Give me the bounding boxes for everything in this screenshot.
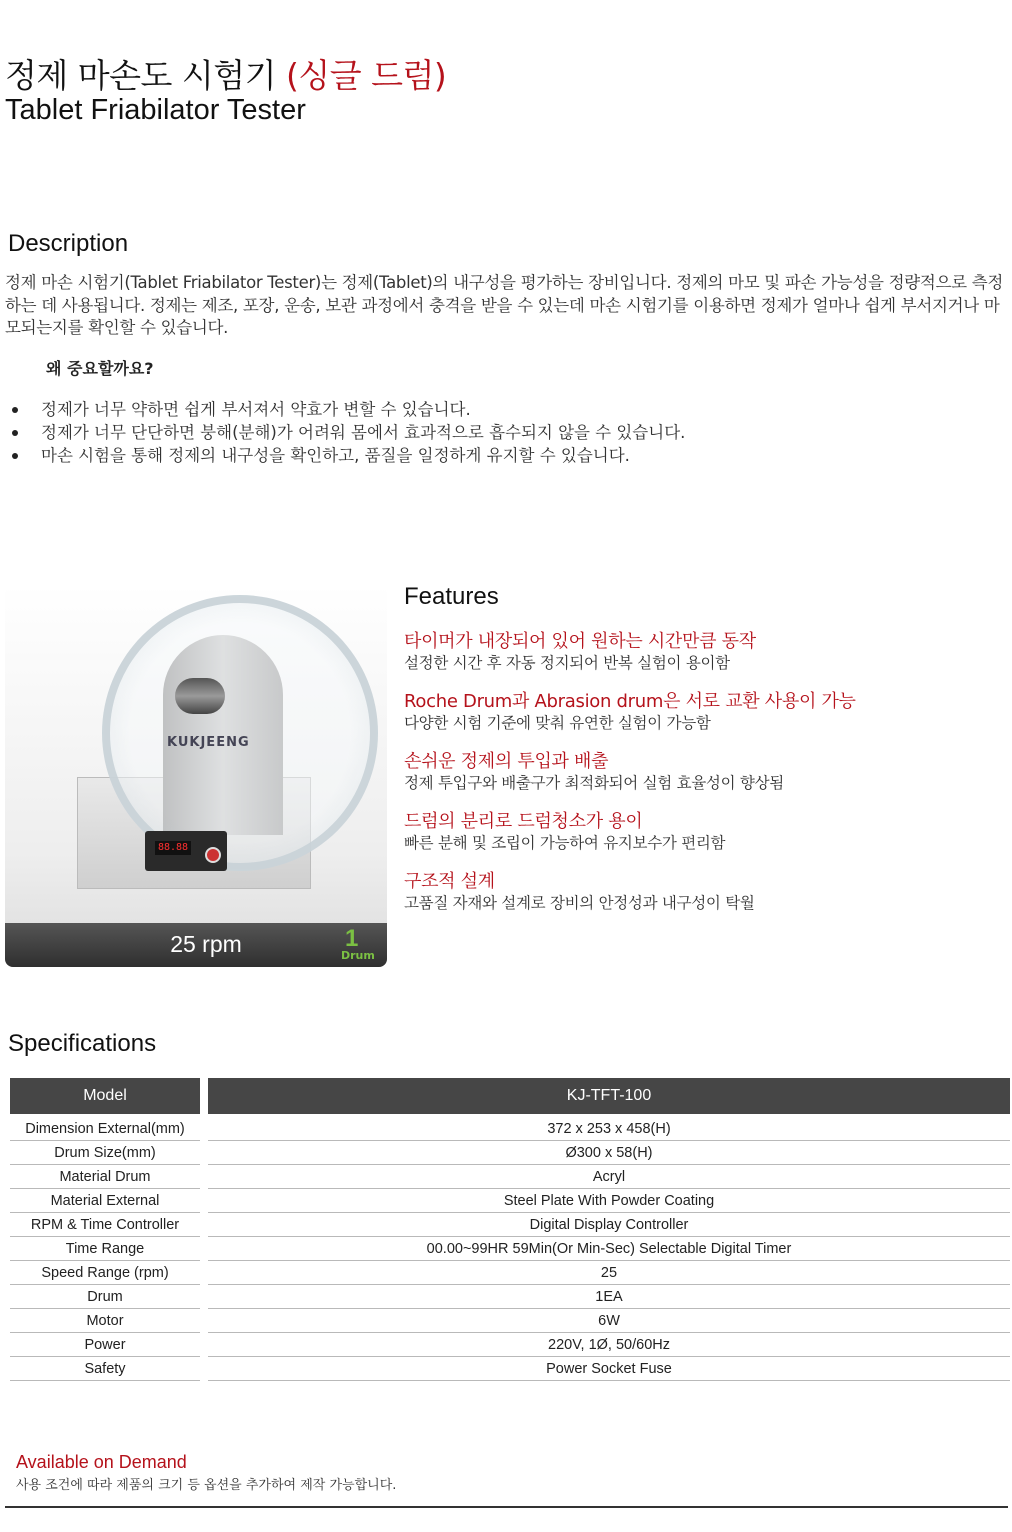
feature-title: 손쉬운 정제의 투입과 배출 [404,751,609,772]
importance-list [8,398,685,467]
drum-count-label: Drum [341,949,375,962]
drum-count: 1 [345,925,359,952]
list-item-text: 정제가 너무 단단하면 붕해(분해)가 어려워 몸에서 효과적으로 흡수되지 않을 수 있습니다. [41,423,686,442]
feature-title: 구조적 설계 [404,871,495,892]
spec-key: Material External [10,1189,200,1213]
page-title [5,50,446,97]
power-switch-icon [205,847,221,863]
table-row [10,1285,1010,1309]
spec-value: 25 [208,1261,1010,1285]
description-heading: Description [8,230,129,257]
speed-label: 25 rpm [170,931,242,957]
list-item [8,398,685,421]
features-heading: Features [404,583,499,610]
feature-title: 드럼의 분리로 드럼청소가 용이 [404,811,643,832]
feature-desc: 정제 투입구와 배출구가 최적화되어 실험 효율성이 향상됨 [404,774,784,792]
feature-item [404,870,1004,913]
spec-value: 220V, 1Ø, 50/60Hz [208,1333,1010,1357]
spec-key: Time Range [10,1237,200,1261]
table-row [10,1309,1010,1333]
why-heading: 왜 중요할까요? [46,359,154,378]
feature-title: Roche Drum과 Abrasion drum은 서로 교환 사용이 가능 [404,691,856,712]
table-row [10,1141,1010,1165]
table-row [10,1165,1010,1189]
product-image [5,585,387,967]
list-item [8,421,685,444]
table-header-row [10,1078,1010,1117]
spec-key: Dimension External(mm) [10,1117,200,1141]
table-row [10,1117,1010,1141]
spec-value: 372 x 253 x 458(H) [208,1117,1010,1141]
spec-key: Drum Size(mm) [10,1141,200,1165]
feature-desc: 설정한 시간 후 자동 정지되어 반복 실험이 용이함 [404,654,730,672]
spec-value: Ø300 x 58(H) [208,1141,1010,1165]
feature-item [404,690,1004,733]
table-row [10,1357,1010,1381]
spec-key: Speed Range (rpm) [10,1261,200,1285]
table-row [10,1333,1010,1357]
drum-hub [175,678,225,714]
table-row [10,1189,1010,1213]
feature-item [404,750,1004,793]
spec-value: 1EA [208,1285,1010,1309]
footer-divider [5,1506,1008,1508]
header-model-value: KJ-TFT-100 [208,1078,1010,1117]
feature-item [404,810,1004,853]
spec-value: 6W [208,1309,1010,1333]
feature-item [404,630,1004,673]
led-display: 88.88 [155,841,191,855]
spec-key: Safety [10,1357,200,1381]
features-list [404,630,1004,930]
spec-key: Power [10,1333,200,1357]
spec-value: Power Socket Fuse [208,1357,1010,1381]
header-model-label: Model [10,1078,200,1117]
list-item-text: 마손 시험을 통해 정제의 내구성을 확인하고, 품질을 일정하게 유지할 수 있습니다. [41,446,630,465]
feature-title: 타이머가 내장되어 있어 원하는 시간만큼 동작 [404,631,756,652]
spec-value: Steel Plate With Powder Coating [208,1189,1010,1213]
feature-desc: 빠른 분해 및 조립이 가능하여 유지보수가 편리함 [404,834,726,852]
spec-key: Drum [10,1285,200,1309]
brand-logo: KUKJEENG [167,735,250,750]
specifications-table [10,1078,1010,1381]
availability-title: Available on Demand [16,1452,187,1472]
table-row [10,1261,1010,1285]
spec-key: Material Drum [10,1165,200,1189]
bullet-icon [12,407,18,413]
spec-value: Acryl [208,1165,1010,1189]
spec-value: 00.00~99HR 59Min(Or Min-Sec) Selectable Digital Timer [208,1237,1010,1261]
spec-key: Motor [10,1309,200,1333]
spec-value: Digital Display Controller [208,1213,1010,1237]
availability-text: 사용 조건에 따라 제품의 크기 등 옵션을 추가하여 제작 가능합니다. [16,1478,397,1493]
title-korean: 정제 마손도 시험기 [5,56,277,95]
drum-illustration [102,595,378,871]
list-item-text: 정제가 너무 약하면 쉽게 부서져서 약효가 변할 수 있습니다. [41,400,471,419]
feature-desc: 다양한 시험 기준에 맞춰 유연한 실험이 가능함 [404,714,711,732]
table-row [10,1213,1010,1237]
bullet-icon [12,453,18,459]
spec-key: RPM & Time Controller [10,1213,200,1237]
feature-desc: 고품질 자재와 설계로 장비의 안정성과 내구성이 탁월 [404,894,755,912]
description-text: 정제 마손 시험기(Tablet Friabilator Tester)는 정제(Tablet)의 내구성을 평가하는 장비입니다. 정제의 마모 및 파손 가능성을 정량적으로 측정하는 데 사용됩니다. 정제는 제조, 포장, 운송, 보관 과정에서 충격을 받을 수 있는데 마손 시험기를 이용하면 정제가 얼마나 쉽게 부서지거나 마모되는지를 확인할 수 있습니다. [5,273,1004,337]
specifications-heading: Specifications [8,1030,157,1057]
page-subtitle: Tablet Friabilator Tester [5,94,306,126]
bullet-icon [12,430,18,436]
title-accent: (싱글 드럼) [286,56,447,95]
list-item [8,444,685,467]
table-row [10,1237,1010,1261]
